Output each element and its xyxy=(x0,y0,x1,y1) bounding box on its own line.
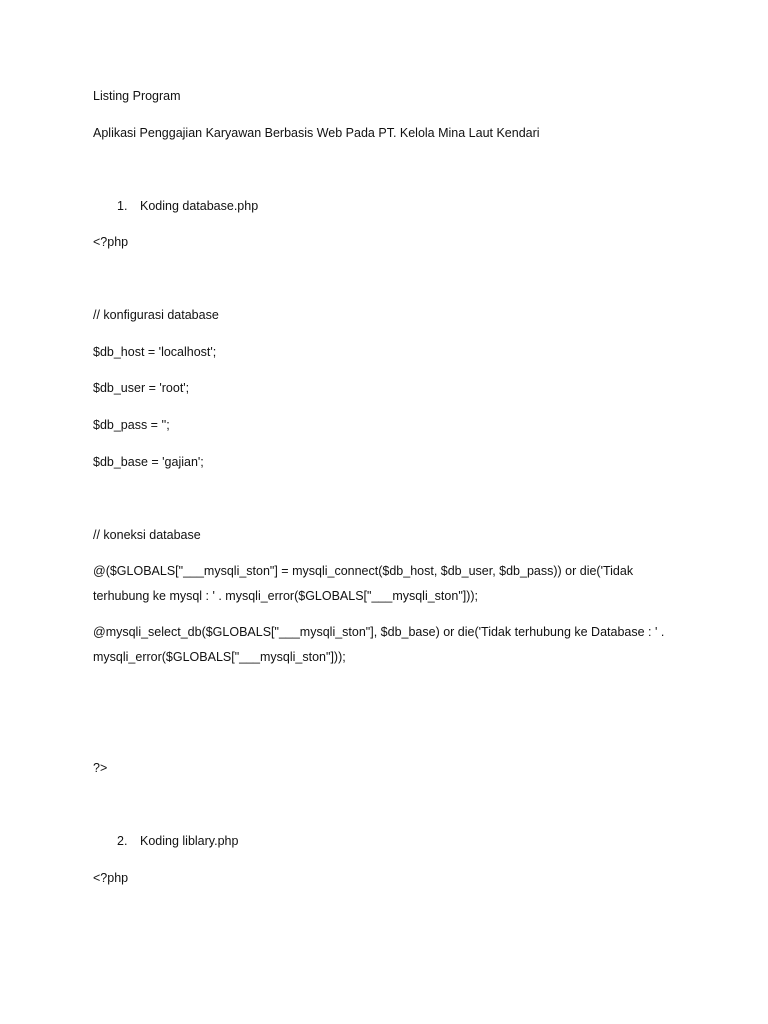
code-db-base: $db_base = 'gajian'; xyxy=(93,455,204,469)
section-label: Koding database.php xyxy=(140,199,259,213)
document-title: Listing Program xyxy=(93,89,181,103)
code-select-db-statement: @mysqli_select_db($GLOBALS["___mysqli_ston"], $db_base) or die('Tidak terhubung ke Database : ' . mysqli_error($GLOBALS["___mysqli_ston"])); xyxy=(93,625,665,664)
code-db-pass: $db_pass = ''; xyxy=(93,418,170,432)
code-connect-statement: @($GLOBALS["___mysqli_ston"] = mysqli_connect($db_host, $db_user, $db_pass)) or die('Tidak terhubung ke mysql : ' . mysqli_error($GLOBALS["___mysqli_ston"])); xyxy=(93,564,634,603)
section-label: Koding liblary.php xyxy=(140,834,239,848)
section-heading-2 xyxy=(117,833,238,849)
section-number: 2. xyxy=(117,834,128,848)
code-close-tag: ?> xyxy=(93,761,108,775)
section-number: 1. xyxy=(117,199,128,213)
code-comment-config: // konfigurasi database xyxy=(93,308,219,322)
document-subtitle: Aplikasi Penggajian Karyawan Berbasis Web Pada PT. Kelola Mina Laut Kendari xyxy=(93,126,540,140)
section-heading-1 xyxy=(117,198,258,214)
code-open-tag: <?php xyxy=(93,235,129,249)
code-comment-connect: // koneksi database xyxy=(93,528,201,542)
code-db-user: $db_user = 'root'; xyxy=(93,381,190,395)
code-open-tag-2: <?php xyxy=(93,871,129,885)
code-db-host: $db_host = 'localhost'; xyxy=(93,345,217,359)
